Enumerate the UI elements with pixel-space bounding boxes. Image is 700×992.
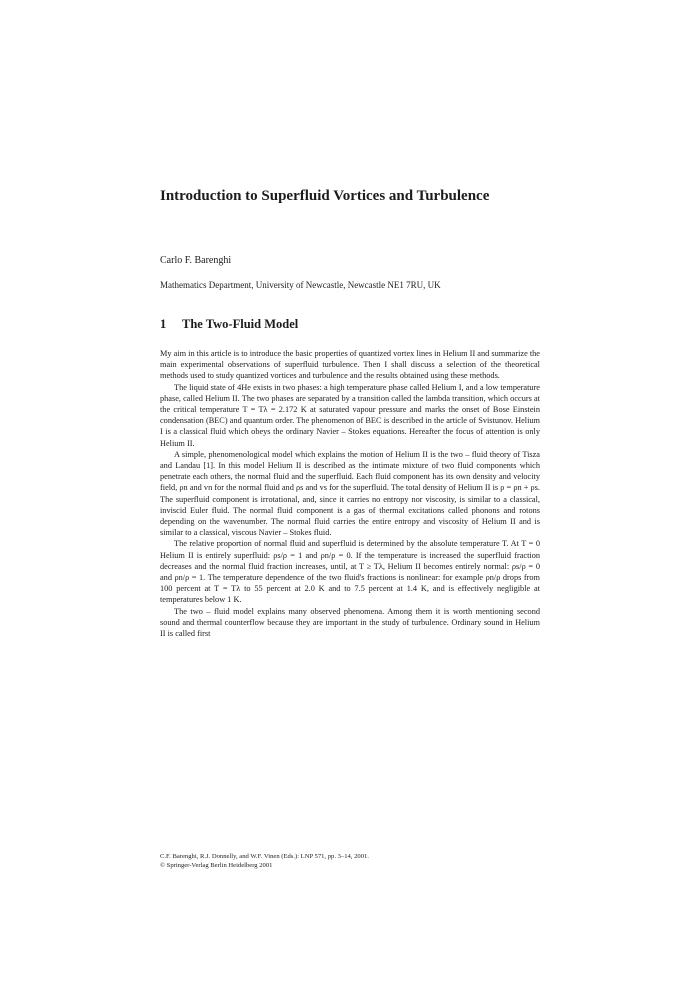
- paper-title: Introduction to Superfluid Vortices and Turbulence: [160, 188, 490, 204]
- paragraph: A simple, phenomenological model which explains the motion of Helium II is the two – fluid theory of Tisza and Landau [1]. In this model Helium II is described as the intimate mixture of two fluid components which penetrate each others, the normal fluid and the superfluid. Each fluid component has its own density and velocity field, ρn and vn for the normal fluid and ρs and vs for the superfluid. The total density of Helium II is ρ = ρn + ρs. The superfluid component is irrotational, and, since it carries no entropy nor viscosity, is similar to a classical, inviscid Euler fluid. The normal fluid component is a gas of thermal excitations called phonons and rotons depending on the wavenumber. The normal fluid carries the entire entropy and viscosity of Helium II and is similar to a classical, viscous Navier – Stokes fluid.: [160, 449, 540, 538]
- section-heading: [160, 317, 298, 332]
- paragraph: The two – fluid model explains many observed phenomena. Among them it is worth mentioning second sound and thermal counterflow because they are important in the study of turbulence. Ordinary sound in Helium II is called first: [160, 606, 540, 639]
- author-affiliation: Mathematics Department, University of Newcastle, Newcastle NE1 7RU, UK: [160, 280, 441, 290]
- copyright-line: © Springer-Verlag Berlin Heidelberg 2001: [160, 861, 273, 869]
- paragraph: The relative proportion of normal fluid and superfluid is determined by the absolute temperature T. At T = 0 Helium II is entirely superfluid: ρs/ρ = 1 and ρn/ρ = 0. If the temperature is increased the superfluid fraction decreases and the normal fluid fraction increases, until, at T ≥ Tλ, Helium II becomes entirely normal: ρs/ρ = 0 and ρn/ρ = 1. The temperature dependence of the two fluid's fractions is nonlinear: for example ρn/ρ drops from 100 percent at T = Tλ to 55 percent at 2.0 K and to 7.5 percent at 1.4 K, and is effectively negligible at temperatures below 1 K.: [160, 539, 540, 605]
- body-text: [160, 348, 540, 639]
- page-footer: [160, 853, 540, 870]
- paragraph: The liquid state of 4He exists in two phases: a high temperature phase called Helium I, and a low temperature phase, called Helium II. The two phases are separated by a transition called the lambda transition, which occurs at the critical temperature T = Tλ = 2.172 K at saturated vapour pressure and marks the onset of Bose Einstein condensation (BEC) and quantum order. The phenomenon of BEC is described in the article of Svistunov. Helium I is a classical fluid which obeys the ordinary Navier – Stokes equations. Hereafter the focus of attention is only Helium II.: [160, 382, 540, 448]
- section-number: 1: [160, 317, 167, 331]
- citation-line: C.F. Barenghi, R.J. Donnelly, and W.F. Vinen (Eds.): LNP 571, pp. 3–14, 2001.: [160, 853, 369, 860]
- paragraph: My aim in this article is to introduce the basic properties of quantized vortex lines in Helium II and summarize the main experimental observations of superfluid turbulence. Then I shall discuss a selection of the theoretical methods used to study quantized vortices and turbulence and the results obtained using these methods.: [160, 349, 540, 381]
- section-title: The Two-Fluid Model: [182, 317, 299, 331]
- author-name: Carlo F. Barenghi: [160, 255, 232, 266]
